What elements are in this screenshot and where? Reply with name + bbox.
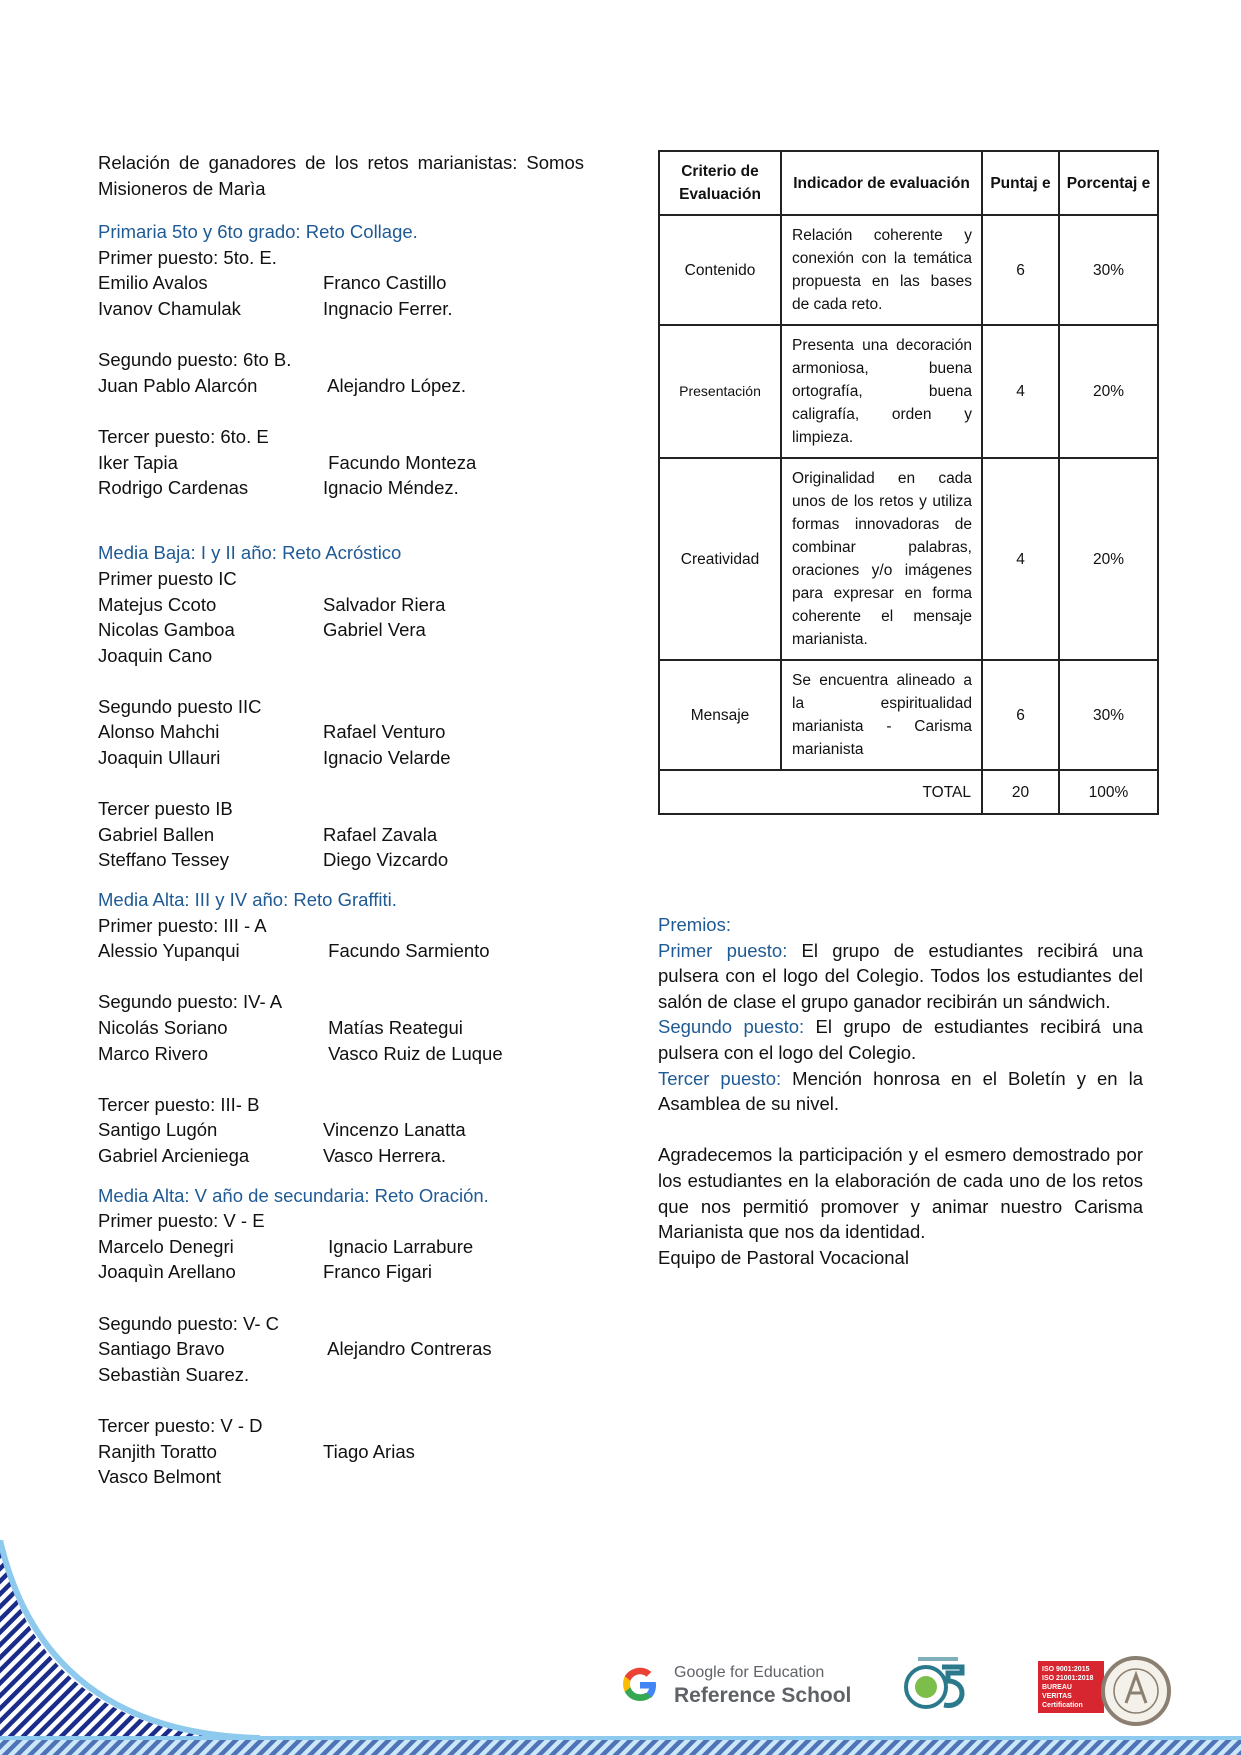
cell-criterio: Creatividad xyxy=(659,458,781,660)
student-name: Franco Castillo xyxy=(323,272,447,294)
student-name: Sebastiàn Suarez. xyxy=(98,1363,250,1385)
student-name: Ingnacio Ferrer. xyxy=(323,297,453,319)
google-g-icon xyxy=(620,1665,660,1705)
winner-row xyxy=(98,1336,584,1362)
student-name: Rafael Zavala xyxy=(323,823,438,845)
student-name: Gabriel Ballen xyxy=(98,823,215,845)
table-header-row xyxy=(659,151,1158,215)
cell-porcentaje: 20% xyxy=(1059,325,1158,458)
cell-indicador: Presenta una decoración armoniosa, buena ortografía, buena caligrafía, orden y limpieza. xyxy=(781,325,982,458)
student-name: Vasco Ruiz de Luque xyxy=(323,1042,503,1064)
footer-logos xyxy=(620,1655,1200,1725)
cell-indicador: Relación coherente y conexión con la temática propuesta en las bases de cada reto. xyxy=(781,215,982,325)
student-name: Gabriel Arcieniega xyxy=(98,1144,250,1166)
student-name: Gabriel Vera xyxy=(323,619,426,641)
student-name: Diego Vizcardo xyxy=(323,849,449,871)
header-puntaje: Puntaj e xyxy=(982,151,1059,215)
student-name: Iker Tapia xyxy=(98,451,178,473)
place-label: Segundo puesto: 6to B. xyxy=(98,349,292,371)
student-name: Ranjith Toratto xyxy=(98,1440,217,1462)
table-row xyxy=(659,660,1158,770)
student-name: Nicolás Soriano xyxy=(98,1017,228,1038)
student-name: Tiago Arias xyxy=(323,1440,415,1462)
student-name: Joaquin Cano xyxy=(98,644,213,666)
winner-row xyxy=(98,373,584,399)
cell-porcentaje: 30% xyxy=(1059,215,1158,325)
bureau-veritas-seal-icon xyxy=(1100,1655,1172,1727)
place-label: Tercer puesto: V - D xyxy=(98,1414,263,1436)
evaluation-table xyxy=(658,150,1159,815)
winner-row xyxy=(98,270,584,296)
student-name: Franco Figari xyxy=(323,1261,432,1283)
student-name: Salvador Riera xyxy=(323,593,446,615)
student-name: Nicolas Gamboa xyxy=(98,619,235,641)
header-criterio: Criterio de Evaluación xyxy=(659,151,781,215)
winner-row xyxy=(98,592,584,618)
prize-label: Tercer puesto: xyxy=(658,1067,782,1089)
total-label: TOTAL xyxy=(659,770,982,814)
cell-puntaje: 4 xyxy=(982,325,1059,458)
winner-row xyxy=(98,1117,584,1143)
student-name: Facundo Sarmiento xyxy=(323,940,490,962)
student-name: Alonso Mahchi xyxy=(98,721,220,743)
winners-sections xyxy=(98,219,584,1490)
cell-puntaje: 6 xyxy=(982,660,1059,770)
prize-text: Mención honrosa en el Boletín y en la Asamblea de su nivel. xyxy=(658,1067,1143,1115)
student-name: Marcelo Denegri xyxy=(98,1235,234,1257)
header-indicador: Indicador de evaluación xyxy=(781,151,982,215)
place-label: Primer puesto: 5to. E. xyxy=(98,246,277,268)
student-name: Facundo Monteza xyxy=(323,451,477,473)
prize-item xyxy=(658,1014,1143,1065)
student-name: Joaquìn Arellano xyxy=(98,1261,236,1283)
winner-row xyxy=(98,450,584,476)
student-name: Marco Rivero xyxy=(98,1042,208,1064)
winner-row xyxy=(98,643,584,669)
place-label: Primer puesto IC xyxy=(98,567,237,589)
winner-row xyxy=(98,296,584,322)
winner-row xyxy=(98,617,584,643)
prize-text: El grupo de estudiantes recibirá una pulsera con el logo del Colegio. Todos los estudiantes del salón de clase el grupo ganador recibirán un sándwich. xyxy=(658,939,1143,1012)
student-name: Alejandro Contreras xyxy=(323,1338,492,1360)
section-title: Media Baja: I y II año: Reto Acróstico xyxy=(98,542,402,564)
bureau-veritas-badge: ISO 9001:2015 ISO 21001:2018 BUREAU VERITAS Certification xyxy=(1038,1661,1104,1713)
cell-criterio: Mensaje xyxy=(659,660,781,770)
winner-row xyxy=(98,1041,584,1067)
student-name: Steffano Tessey xyxy=(98,849,229,871)
prize-label: Primer puesto: xyxy=(658,939,788,961)
prize-item xyxy=(658,1066,1143,1117)
table-row xyxy=(659,458,1158,660)
winner-row xyxy=(98,1259,584,1285)
student-name: Matejus Ccoto xyxy=(98,593,217,615)
section-title: Media Alta: V año de secundaria: Reto Oración. xyxy=(98,1184,489,1206)
intro-paragraph: Relación de ganadores de los retos marianistas: Somos Misioneros de Marìa xyxy=(98,152,584,199)
student-name: Emilio Avalos xyxy=(98,272,208,294)
cell-criterio: Presentación xyxy=(659,325,781,458)
winner-row xyxy=(98,1439,584,1465)
google-line1: Google for Education xyxy=(674,1664,825,1681)
table-row xyxy=(659,215,1158,325)
student-name: Ignacio Larrabure xyxy=(323,1235,474,1257)
student-name: Ignacio Méndez. xyxy=(323,477,459,499)
student-name: Vasco Belmont xyxy=(98,1466,222,1488)
winner-row xyxy=(98,1362,584,1388)
place-label: Primer puesto: III - A xyxy=(98,914,267,936)
winner-row xyxy=(98,745,584,771)
google-reference-text xyxy=(674,1663,851,1709)
place-label: Segundo puesto: IV- A xyxy=(98,991,283,1013)
winners-column xyxy=(98,150,584,1490)
student-name: Vasco Herrera. xyxy=(323,1144,447,1166)
table-row xyxy=(659,325,1158,458)
student-name: Ivanov Chamulak xyxy=(98,297,241,319)
prizes-title: Premios: xyxy=(658,914,731,935)
winner-row xyxy=(98,938,584,964)
winner-row xyxy=(98,1234,584,1260)
student-name: Alejandro López. xyxy=(323,374,466,396)
place-label: Segundo puesto: V- C xyxy=(98,1312,280,1334)
section-title: Media Alta: III y IV año: Reto Graffiti. xyxy=(98,889,397,911)
place-label: Primer puesto: V - E xyxy=(98,1210,265,1232)
cell-indicador: Se encuentra alineado a la espiritualidad marianista - Carisma marianista xyxy=(781,660,982,770)
place-label: Tercer puesto IB xyxy=(98,798,233,820)
student-name: Vincenzo Lanatta xyxy=(323,1119,466,1141)
student-name: Joaquin Ullauri xyxy=(98,747,221,769)
prize-text: El grupo de estudiantes recibirá una pulsera con el logo del Colegio. xyxy=(658,1016,1143,1063)
winner-row xyxy=(98,1464,584,1490)
student-name: Juan Pablo Alarcón xyxy=(98,374,258,396)
table-total-row xyxy=(659,770,1158,814)
student-name: Alessio Yupanqui xyxy=(98,940,240,962)
prize-item xyxy=(658,938,1143,1015)
student-name: Santigo Lugón xyxy=(98,1119,218,1141)
student-name: Ignacio Velarde xyxy=(323,747,451,769)
winner-row xyxy=(98,822,584,848)
winner-row xyxy=(98,475,584,501)
closing-paragraph: Agradecemos la participación y el esmero demostrado por los estudiantes en la elaboración de cada uno de los retos que nos permitió promover y animar nuestro Carisma Marianista que nos da identidad. xyxy=(658,1144,1143,1243)
header-porcentaje: Porcentaj e xyxy=(1059,151,1158,215)
pacto-educativo-logo xyxy=(898,1655,976,1717)
cell-criterio: Contenido xyxy=(659,215,781,325)
student-name: Rafael Venturo xyxy=(323,721,446,743)
winner-row xyxy=(98,847,584,873)
place-label: Tercer puesto: 6to. E xyxy=(98,425,269,447)
student-name: Rodrigo Cardenas xyxy=(98,477,249,499)
winner-row xyxy=(98,1015,584,1041)
student-name: Matías Reategui xyxy=(323,1017,463,1038)
total-porcentaje: 100% xyxy=(1059,770,1158,814)
cell-porcentaje: 20% xyxy=(1059,458,1158,660)
prizes-column xyxy=(658,912,1143,1270)
cell-indicador: Originalidad en cada unos de los retos y utiliza formas innovadoras de combinar palabras, oraciones y/o imágenes para expresar en forma coherente el mensaje marianista. xyxy=(781,458,982,660)
winner-row xyxy=(98,719,584,745)
place-label: Segundo puesto IIC xyxy=(98,695,262,717)
total-puntaje: 20 xyxy=(982,770,1059,814)
cell-porcentaje: 30% xyxy=(1059,660,1158,770)
prize-label: Segundo puesto: xyxy=(658,1016,805,1038)
student-name: Santiago Bravo xyxy=(98,1338,225,1360)
winner-row xyxy=(98,1143,584,1169)
signature: Equipo de Pastoral Vocacional xyxy=(658,1246,909,1268)
cell-puntaje: 6 xyxy=(982,215,1059,325)
section-title: Primaria 5to y 6to grado: Reto Collage. xyxy=(98,221,418,243)
cell-puntaje: 4 xyxy=(982,458,1059,660)
google-line2: Reference School xyxy=(674,1684,852,1707)
place-label: Tercer puesto: III- B xyxy=(98,1093,260,1115)
